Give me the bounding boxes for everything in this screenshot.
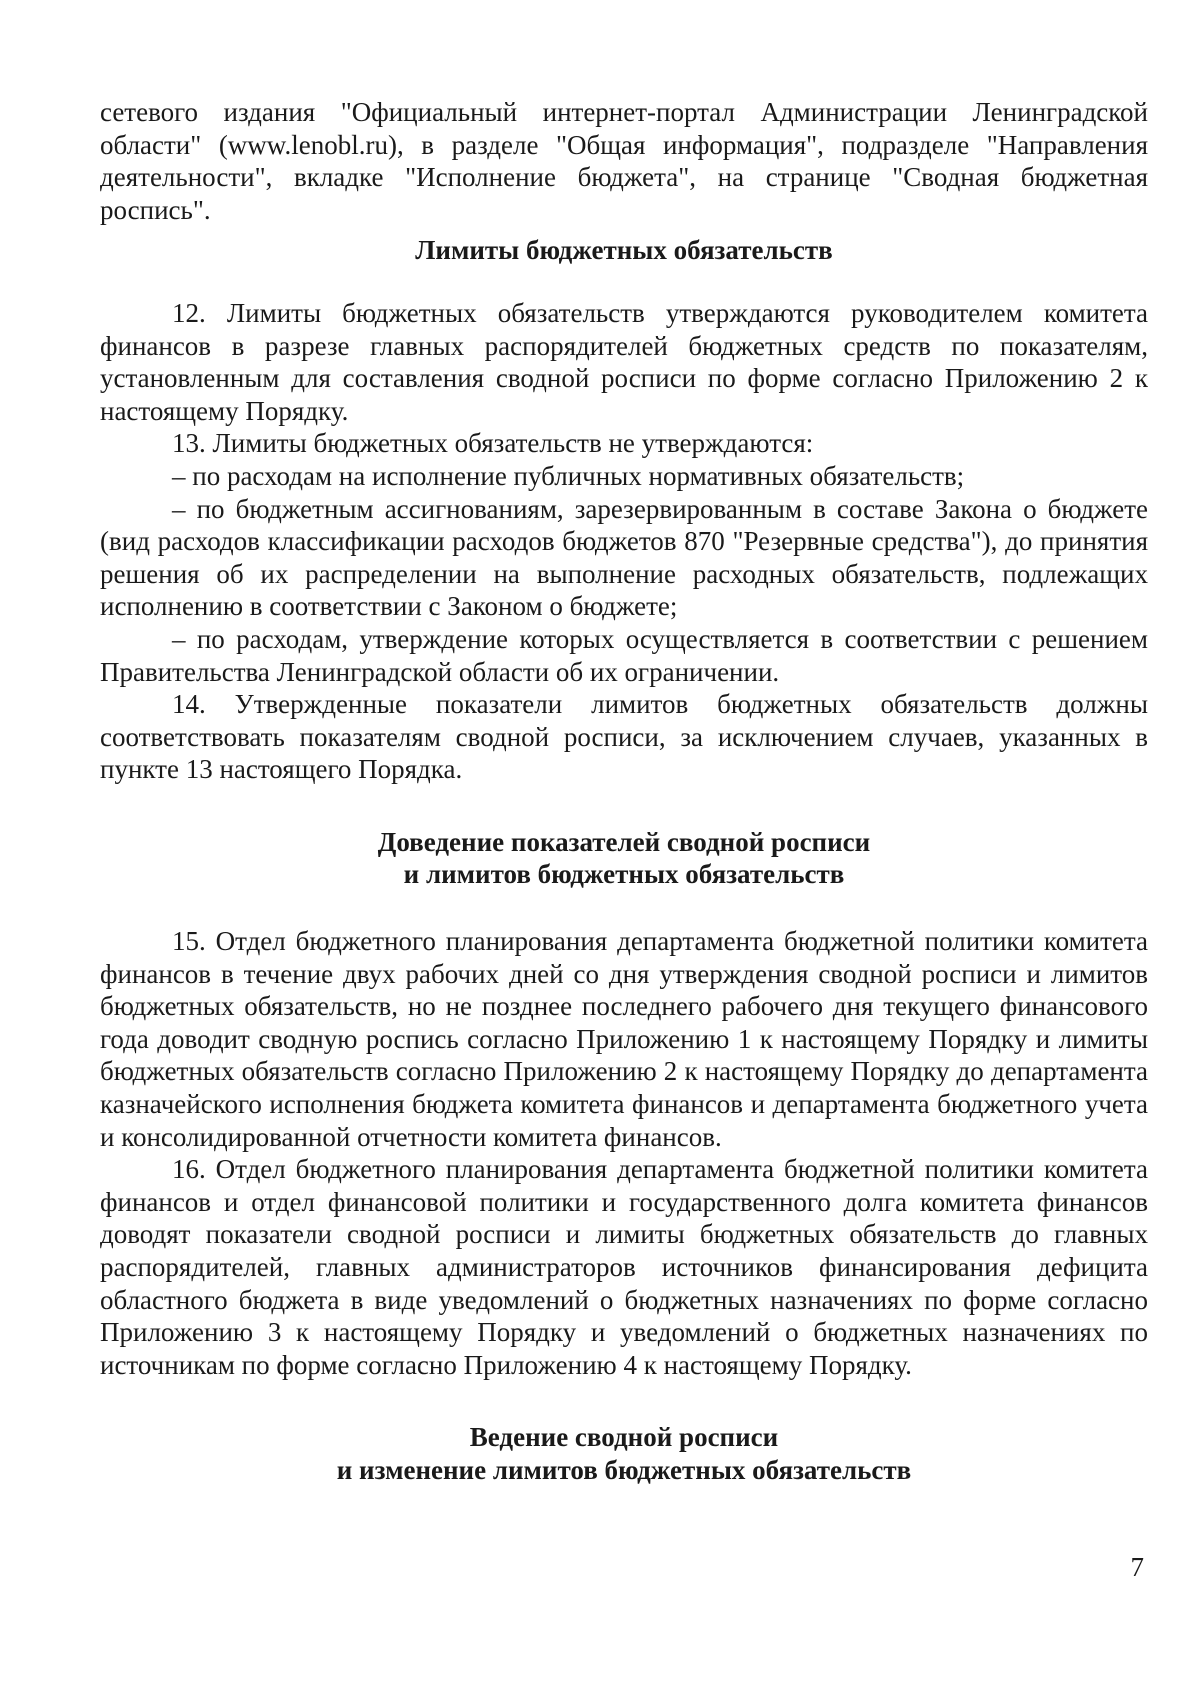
paragraph-13: 13. Лимиты бюджетных обязательств не утверждаются: — [172, 428, 814, 459]
paragraph-12: 12. Лимиты бюджетных обязательств утверждаются руководителем комитета финансов в разрезе главных распорядителей бюджетных средств по показателям, установленным для составления сводной росписи по форме согласно Приложению 2 к настоящему Порядку. — [100, 297, 1148, 426]
paragraph-13-item-2: – по бюджетным ассигнованиям, зарезервированным в составе Закона о бюджете (вид расходов классификации расходов бюджетов 870 "Резервные средства"), до принятия решения об их распределении на выполнение расходных обязательств, подлежащих исполнению в соответствии с Законом о бюджете; — [100, 493, 1148, 622]
paragraph-16: 16. Отдел бюджетного планирования департамента бюджетной политики комитета финансов и отдел финансовой политики и государственного долга комитета финансов доводят показатели сводной росписи и лимиты бюджетных обязательств до главных распорядителей, главных администраторов источников финансирования дефицита областного бюджета в виде уведомлений о бюджетных назначениях по форме согласно Приложению 3 к настоящему Порядку и уведомлений о бюджетных назначениях по источникам по форме согласно Приложению 4 к настоящему Порядку. — [100, 1154, 1148, 1380]
paragraph-13-item-3: – по расходам, утверждение которых осуществляется в соответствии с решением Правительства Ленинградской области об их ограничении. — [100, 623, 1148, 687]
section-heading-delivery-line-2: и лимитов бюджетных обязательств — [403, 859, 845, 890]
section-heading-maintenance — [100, 1421, 1148, 1486]
paragraph-14: 14. Утвержденные показатели лимитов бюджетных обязательств должны соответствовать показателям сводной росписи, за исключением случаев, указанных в пункте 13 настоящего Порядка. — [100, 689, 1148, 785]
section-heading-delivery-line-1: Доведение показателей сводной росписи — [377, 826, 871, 857]
section-heading-maintenance-line-1: Ведение сводной росписи — [469, 1422, 779, 1453]
page-number: 7 — [1130, 1552, 1144, 1582]
section-heading-maintenance-line-2: и изменение лимитов бюджетных обязательств — [336, 1454, 912, 1485]
intro-paragraph: сетевого издания "Официальный интернет-портал Администрации Ленинградской области" (www.lenobl.ru), в разделе "Общая информация", подразделе "Направления деятельности", вкладке "Исполнение бюджета", на странице "Сводная бюджетная роспись". — [100, 97, 1148, 225]
section-heading-delivery — [100, 826, 1148, 891]
paragraph-13-item-1: – по расходам на исполнение публичных нормативных обязательств; — [172, 460, 965, 491]
document-page — [100, 96, 1148, 1487]
paragraph-15: 15. Отдел бюджетного планирования департамента бюджетной политики комитета финансов в течение двух рабочих дней со дня утверждения сводной росписи и лимитов бюджетных обязательств, но не позднее последнего рабочего дня текущего финансового года доводит сводную роспись согласно Приложению 1 к настоящему Порядку и лимиты бюджетных обязательств согласно Приложению 2 к настоящему Порядку до департамента казначейского исполнения бюджета комитета финансов и департамента бюджетного учета и консолидированной отчетности комитета финансов. — [100, 926, 1148, 1152]
section-heading-limits-line: Лимиты бюджетных обязательств — [415, 235, 833, 266]
section-heading-limits — [100, 234, 1148, 267]
